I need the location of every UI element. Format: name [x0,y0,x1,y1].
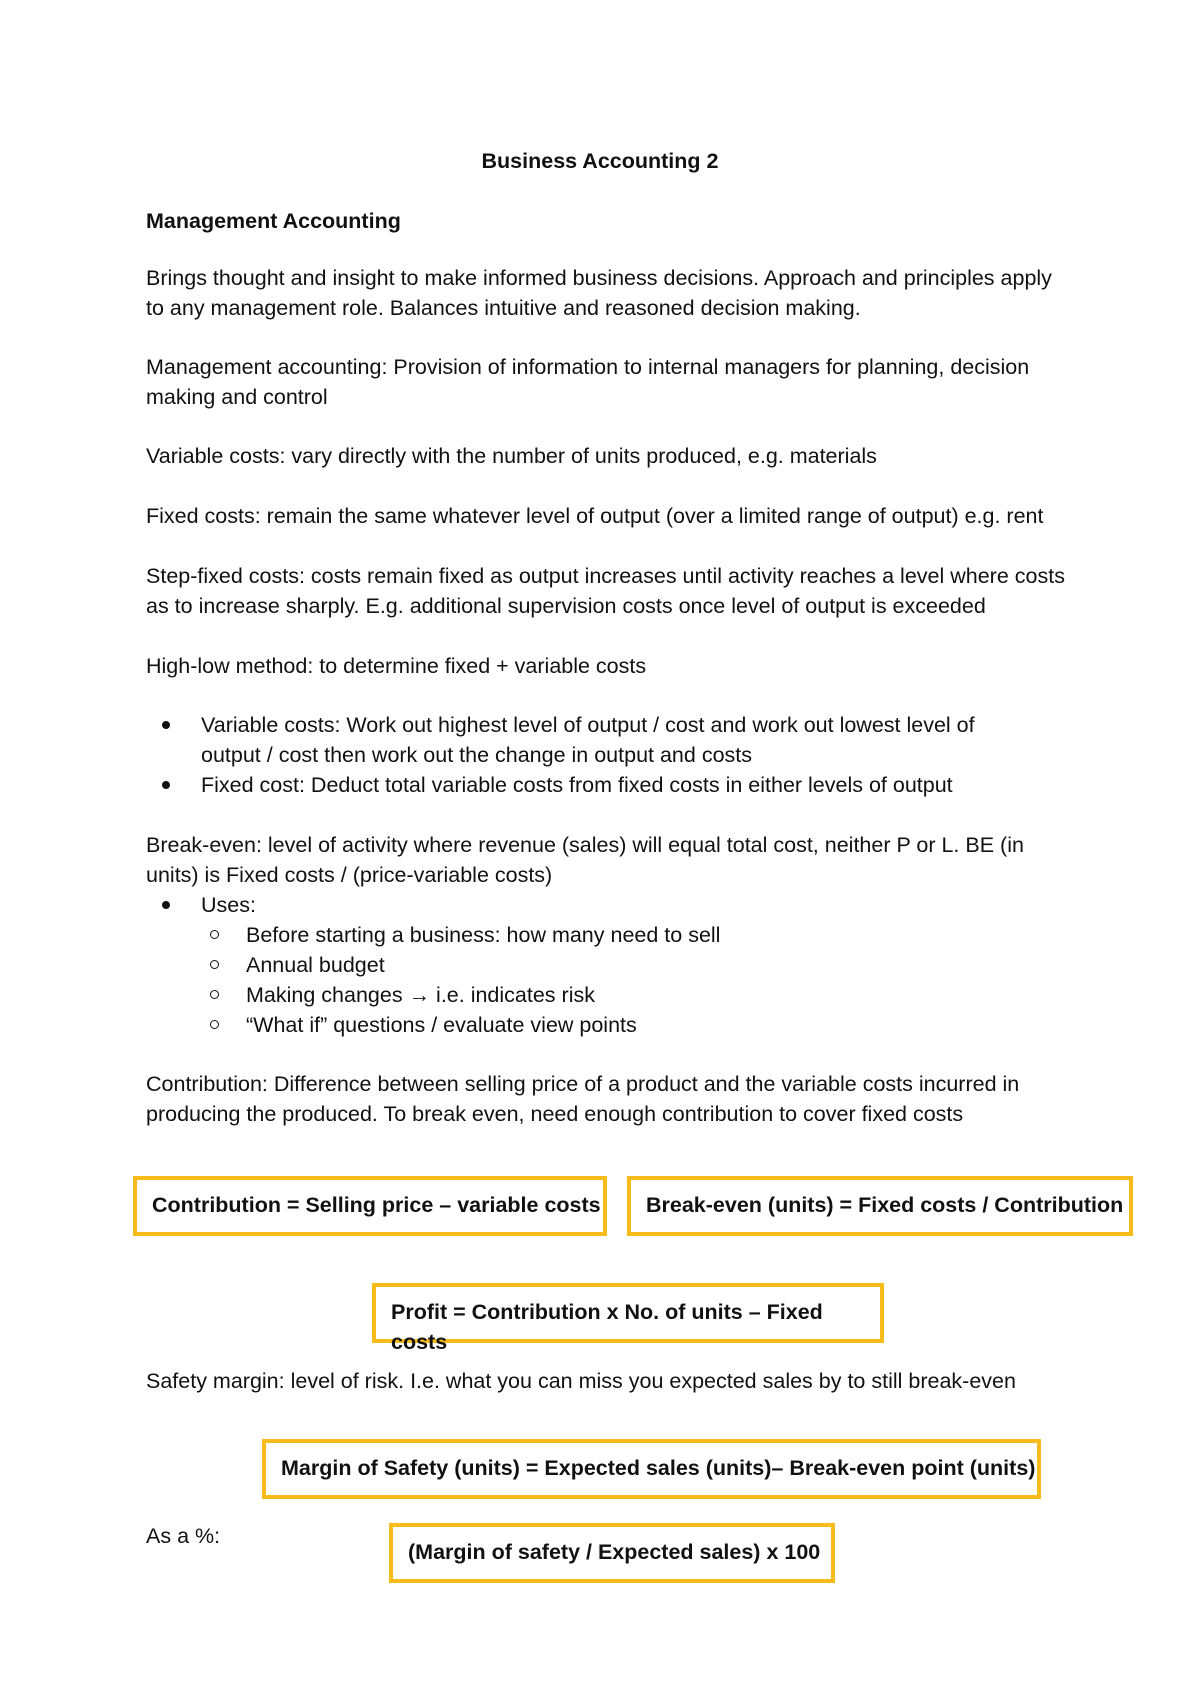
variable-costs-paragraph: Variable costs: vary directly with the number of units produced, e.g. materials [146,444,877,468]
break-even-paragraph [146,830,1106,890]
text-line: Management accounting: Provision of information to internal managers for planning, decision [146,355,1030,379]
text-line: output / cost then work out the change in output and costs [201,743,753,767]
section-heading: Management Accounting [146,209,401,233]
text-line: Variable costs: Work out highest level of output / cost and work out lowest level of [201,713,975,737]
formula-text: Contribution = Selling price – variable costs [152,1193,601,1217]
text-line: Before starting a business: how many need to sell [246,923,721,947]
margin-percent-formula-box [389,1523,835,1583]
hollow-bullet-icon [210,1020,219,1029]
text-line: producing the produced. To break even, need enough contribution to cover fixed costs [146,1102,964,1126]
bullet-icon [162,901,170,909]
text-line: units) is Fixed costs / (price-variable costs) [146,863,553,887]
safety-margin-paragraph: Safety margin: level of risk. I.e. what you can miss you expected sales by to still break-even [146,1369,1016,1393]
uses-label: Uses: [201,893,256,917]
making-changes-suffix: i.e. indicates risk [436,983,595,1007]
break-even-formula-box [627,1176,1133,1236]
list-item [146,710,1106,770]
hollow-bullet-icon [210,960,219,969]
text-line: Contribution: Difference between selling price of a product and the variable costs incurred in [146,1072,1020,1096]
formula-text: Break-even (units) = Fixed costs / Contribution [646,1193,1124,1217]
formula-text: Margin of Safety (units) = Expected sales (units)– Break-even point (units) [281,1456,1036,1480]
text-line: Annual budget [246,953,385,977]
text-line: Fixed cost: Deduct total variable costs from fixed costs in either levels of output [201,773,953,797]
list-item [146,770,1106,800]
step-fixed-paragraph [146,561,1106,621]
definition-paragraph [146,352,1106,412]
sub-list-item [146,980,1106,1010]
text-line: Break-even: level of activity where revenue (sales) will equal total cost, neither P or L. BE (in [146,833,1024,857]
intro-paragraph [146,263,1106,323]
hollow-bullet-icon [210,930,219,939]
fixed-costs-paragraph: Fixed costs: remain the same whatever level of output (over a limited range of output) e.g. rent [146,504,1044,528]
hollow-bullet-icon [210,990,219,999]
document-title: Business Accounting 2 [481,149,719,173]
text-line: to any management role. Balances intuitive and reasoned decision making. [146,296,861,320]
sub-list-item [146,950,1106,980]
contribution-formula-box [133,1176,607,1236]
margin-of-safety-formula-box [262,1439,1041,1499]
as-percent-label: As a %: [146,1524,221,1548]
text-line: Brings thought and insight to make informed business decisions. Approach and principles apply [146,266,1052,290]
formula-text: (Margin of safety / Expected sales) x 100 [408,1540,821,1564]
text-line: Step-fixed costs: costs remain fixed as output increases until activity reaches a level where costs [146,564,1065,588]
right-arrow-icon: → [408,983,431,1007]
profit-formula-box [372,1283,884,1354]
sub-list-item [146,920,1106,950]
text-line [246,980,1106,1010]
uses-list [146,890,1106,1040]
contribution-paragraph [146,1069,1106,1129]
making-changes-text: Making changes [246,983,403,1007]
bullet-icon [162,781,170,789]
high-low-paragraph: High-low method: to determine fixed + variable costs [146,654,647,678]
sub-list-item [146,1010,1106,1040]
text-line: as to increase sharply. E.g. additional supervision costs once level of output is exceeded [146,594,986,618]
text-line: making and control [146,385,328,409]
text-line: “What if” questions / evaluate view points [246,1013,637,1037]
list-item [146,890,1106,920]
formula-text: Profit = Contribution x No. of units – Fixed costs [391,1300,823,1354]
bullet-icon [162,721,170,729]
high-low-bullet-list [146,710,1106,800]
